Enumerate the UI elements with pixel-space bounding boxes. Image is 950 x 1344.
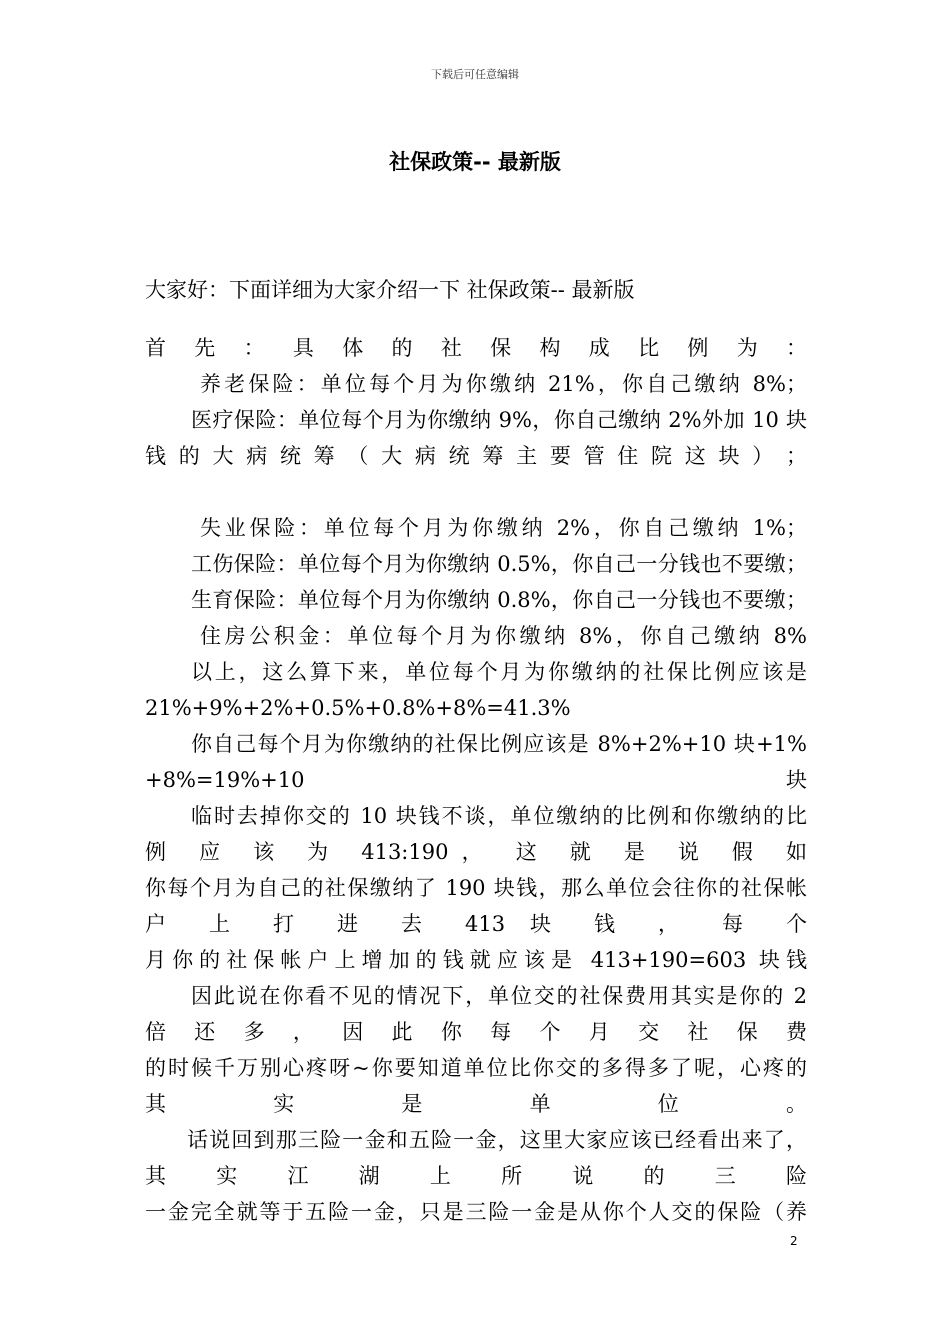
body-line: 养老保险：单位每个月为你缴纳 21%，你自己缴纳 8%； [200, 372, 807, 396]
body-line: 话说回到那三险一金和五险一金，这里大家应该已经看出来了， [187, 1128, 807, 1152]
body-line: 因此说在你看不见的情况下，单位交的社保费用其实是你的 2 [191, 984, 807, 1008]
document-title: 社保政策-- 最新版 [389, 150, 561, 174]
document-body [145, 272, 807, 1230]
body-line: 医疗保险：单位每个月为你缴纳 9%，你自己缴纳 2%外加 10 块 [191, 408, 807, 432]
line-gap [145, 308, 807, 330]
body-line: 其 实 江 湖 上 所 说 的 三 险 [145, 1164, 807, 1188]
page-header-note: 下载后可任意编辑 [431, 68, 519, 81]
body-line: 失业保险：单位每个月为你缴纳 2%，你自己缴纳 1%； [200, 516, 807, 540]
body-line: 户 上 打 进 去 413 块 钱 ， 每 个 [145, 912, 807, 936]
body-line: 生育保险：单位每个月为你缴纳 0.8%，你自己一分钱也不要缴； [191, 588, 807, 612]
body-line: 临时去掉你交的 10 块钱不谈，单位缴纳的比例和你缴纳的比 [191, 804, 807, 828]
body-line: 大家好：下面详细为大家介绍一下 社保政策-- 最新版 [145, 278, 635, 302]
body-line: 其 实 是 单 位 。 [145, 1092, 807, 1116]
body-line: 你每个月为自己的社保缴纳了 190 块钱，那么单位会往你的社保帐 [145, 876, 807, 900]
body-line: 首 先 ： 具 体 的 社 保 构 成 比 例 为 ： [145, 336, 807, 360]
body-line: 住房公积金：单位每个月为你缴纳 8%，你自己缴纳 8% [200, 624, 807, 648]
body-line: 一金完全就等于五险一金，只是三险一金是从你个人交的保险（养 [145, 1200, 807, 1224]
body-line: +8%=19%+10 块 [145, 768, 807, 792]
body-line: 钱 的 大 病 统 筹 （ 大 病 统 筹 主 要 管 住 院 这 块 ） ； [145, 444, 807, 468]
body-line: 例 应 该 为 413:190， 这 就 是 说 假 如 [145, 840, 807, 864]
line-gap [145, 474, 807, 510]
body-line: 的时候千万别心疼呀~你要知道单位比你交的多得多了呢，心疼的 [145, 1056, 807, 1080]
body-line: 你自己每个月为你缴纳的社保比例应该是 8%+2%+10 块+1% [191, 732, 807, 756]
body-line: 工伤保险：单位每个月为你缴纳 0.5%，你自己一分钱也不要缴； [191, 552, 807, 576]
body-line: 21%+9%+2%+0.5%+0.8%+8%=41.3% [145, 696, 571, 720]
body-line: 月你的社保帐户上增加的钱就应该是 413+190=603 块钱 [145, 948, 807, 972]
page-number: 2 [790, 1234, 798, 1248]
body-line: 以上，这么算下来，单位每个月为你缴纳的社保比例应该是 [191, 660, 807, 684]
body-line: 倍 还 多 ， 因 此 你 每 个 月 交 社 保 费 [145, 1020, 807, 1044]
